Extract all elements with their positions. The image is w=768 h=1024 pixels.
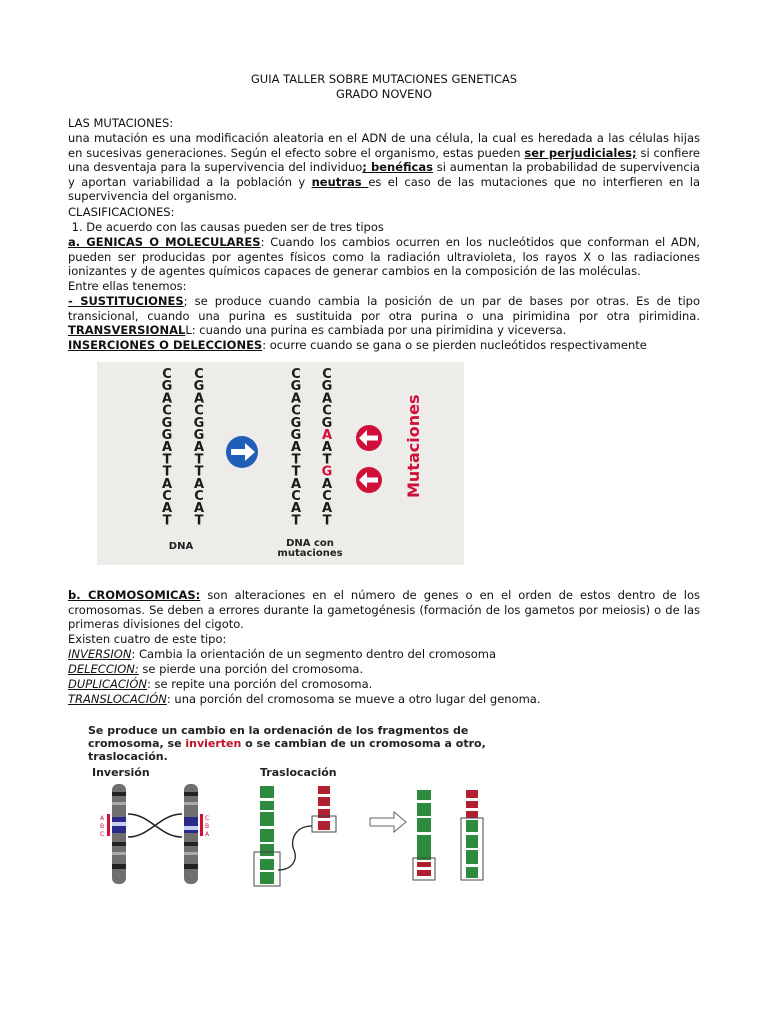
dna-mutation-figure (97, 362, 464, 565)
dna-base-letter: T (194, 464, 204, 480)
dna-base-letter: A (161, 440, 173, 456)
genicas-paragraph (68, 235, 700, 279)
dna-base-letter: A (193, 391, 205, 407)
dna-base-letter: A (161, 501, 173, 517)
blue-arrow-icon (226, 436, 258, 468)
deleccion-text: se pierde una porción del cromosoma. (138, 662, 364, 676)
dna-base-letter: A (161, 476, 173, 492)
dna-base-letter: C (162, 403, 172, 419)
inversion-chromosome-left (107, 784, 126, 884)
term-neutras: neutras (311, 174, 369, 189)
translocation-right-arrow-icon (370, 812, 406, 832)
dna-label-right-1: DNA con (286, 538, 334, 549)
inversion-line (68, 647, 700, 662)
inversion-letter: B (100, 823, 105, 830)
translocation-chromosome-red-1 (312, 786, 336, 832)
translocacion-label: TRANSLOCACIÓN (68, 692, 167, 706)
intro-text-1: una mutación es una modificación aleatoria en el ADN de una célula, la cual es heredada a las células hijas en sucesivas generaciones. Según el efecto sobre el organismo, estas pueden (68, 131, 700, 160)
dna-base-letter: G (290, 415, 302, 431)
dna-base-letter: A (290, 476, 302, 492)
dna-base-letter: T (162, 513, 172, 529)
translocation-chromosome-red-2 (461, 790, 483, 880)
inversion-label: INVERSION (68, 647, 132, 661)
transversional-label: TRANSVERSIONAL (68, 323, 186, 338)
dna-label-right-2: mutaciones (277, 548, 343, 559)
translocation-chromosome-green-1 (254, 786, 280, 886)
duplicacion-line (68, 677, 700, 692)
existen-text: Existen cuatro de este tipo: (68, 632, 227, 646)
inversion-letter: C (205, 815, 210, 822)
chromosome-caption-3: traslocación. (88, 750, 168, 763)
dna-base-letter: G (321, 464, 333, 480)
inversion-letter: C (100, 831, 105, 838)
inserciones-text: : ocurre cuando se gana o se pierden nucleótidos respectivamente (262, 338, 647, 352)
duplicacion-label: DUPLICACIÓN (68, 677, 147, 691)
dna-base-letter: C (291, 403, 301, 419)
dna-base-letter: G (161, 428, 173, 443)
dna-base-letter: C (194, 403, 204, 419)
dna-base-letter: A (321, 476, 333, 492)
caption-2c: o se cambian de un cromosoma a otro, (241, 737, 486, 750)
cromosomicas-text: son alteraciones en el número de genes o en el orden de estos dentro de los cromosomas. Se deben a errores durante la gametogénesis (formación de los gametos por meiosis) o de las primeras divisiones del cigoto. (68, 588, 700, 632)
dna-base-letter: T (194, 513, 204, 529)
label-inversion: Inversión (92, 766, 150, 779)
dna-base-letter: A (193, 440, 205, 456)
dna-base-letter: G (161, 379, 173, 395)
chromosome-figure (80, 722, 540, 892)
term-beneficas: ; benéficas (362, 160, 433, 175)
dna-base-letter: T (291, 513, 301, 529)
dna-base-letter: T (291, 464, 301, 480)
inversion-letters-right (205, 815, 210, 838)
inversion-chromosome-right (184, 784, 203, 884)
dna-base-letter: T (322, 452, 332, 468)
dna-base-letter: C (322, 403, 332, 419)
intro-text-3: si aumentan la probabilidad de supervivencia y aportan variabilidad a la población y (68, 160, 700, 189)
dna-base-letter: T (162, 452, 172, 468)
cromosomicas-label: b. CROMOSOMICAS: (68, 588, 201, 602)
dna-base-letter: A (321, 428, 333, 443)
transversional-text: L: cuando una purina es cambiada por una pirimidina y viceversa. (185, 323, 567, 338)
dna-base-letter: T (194, 452, 204, 468)
inserciones-label: INSERCIONES O DELECCIONES (68, 338, 263, 352)
document-subtitle: GRADO NOVENO (335, 87, 433, 101)
sustituciones-paragraph (68, 294, 700, 338)
sustituciones-label: - SUSTITUCIONES (68, 294, 184, 308)
dna-base-letter: C (194, 489, 204, 504)
dna-base-letter: G (321, 415, 333, 431)
dna-base-letter: A (321, 391, 333, 407)
translocation-arrow-2 (278, 850, 295, 870)
dna-label-left: DNA (168, 541, 194, 552)
dna-base-letter: G (161, 415, 173, 431)
red-arrow-icon-1 (356, 425, 382, 451)
translocacion-text: : una porción del cromosoma se mueve a otro lugar del genoma. (166, 692, 541, 706)
dna-base-letter: C (162, 367, 172, 382)
chromosome-figure-svg (80, 722, 540, 892)
deleccion-label: DELECCION: (68, 662, 139, 676)
inversion-letter: A (100, 815, 105, 822)
intro-paragraph (68, 131, 700, 204)
dna-base-letter: C (322, 489, 332, 504)
genicas-label: a. GENICAS O MOLECULARES (68, 235, 261, 249)
dna-base-letter: T (291, 452, 301, 468)
intro-text-4: es el caso de las mutaciones que no interfieren en la supervivencia del organismo. (68, 174, 700, 204)
dna-base-letter: C (322, 367, 332, 382)
document-title: GUIA TALLER SOBRE MUTACIONES GENETICAS (250, 72, 518, 86)
dna-base-letter: G (193, 379, 205, 395)
inversion-letter: A (205, 831, 210, 838)
dna-base-letter: A (161, 391, 173, 407)
duplicacion-text: : se repite una porción del cromosoma. (146, 677, 373, 691)
chromosome-caption-2 (88, 737, 486, 750)
red-arrow-icon-2 (356, 467, 382, 493)
dna-base-letter: T (322, 513, 332, 529)
dna-base-letter: G (193, 415, 205, 431)
translocation-arrow-1 (293, 826, 312, 850)
dna-base-letter: A (290, 440, 302, 456)
dna-base-letter: C (194, 367, 204, 382)
dna-base-letter: A (290, 391, 302, 407)
inserciones-paragraph (68, 338, 700, 353)
dna-figure-svg (97, 362, 464, 565)
translocacion-line (68, 692, 700, 707)
inversion-letters-left (100, 815, 105, 838)
dna-base-letter: T (162, 464, 172, 480)
intro-text-2: si confiere una desventaja para la supervivencia del individuo (68, 145, 700, 175)
genicas-text: : Cuando los cambios ocurren en los nucleótidos que conforman el ADN, pueden ser producidas por agentes físicos como la radiación ultravioleta, los rayos X o las radiaciones ionizantes y de agentes químicos capaces de generar cambios en la composición de las moléculas. (68, 235, 701, 279)
mutaciones-vertical-label: Mutaciones (404, 394, 423, 498)
dna-base-letter: G (321, 379, 333, 395)
cromosomicas-paragraph (68, 588, 700, 632)
dna-base-letter: G (290, 379, 302, 395)
label-traslocacion: Traslocación (260, 766, 337, 779)
dna-base-letter: C (291, 367, 301, 382)
dna-base-letter: G (193, 428, 205, 443)
chromosome-caption-1: Se produce un cambio en la ordenación de los fragmentos de (88, 724, 469, 737)
clasificacion-item-1: 1. De acuerdo con las causas pueden ser de tres tipos (68, 220, 384, 234)
dna-base-letter: C (291, 489, 301, 504)
deleccion-line (68, 662, 700, 677)
clasificaciones-heading: CLASIFICACIONES: (68, 205, 175, 219)
dna-base-letter: A (193, 501, 205, 517)
dna-base-letter: G (290, 428, 302, 443)
caption-2a: cromosoma, se (88, 737, 186, 750)
inversion-letter: B (205, 823, 210, 830)
section-mutaciones-heading: LAS MUTACIONES: (68, 116, 174, 130)
inversion-text: : Cambia la orientación de un segmento dentro del cromosoma (131, 647, 497, 661)
dna-base-letter: A (321, 501, 333, 517)
dna-base-letter: A (193, 476, 205, 492)
sustituciones-text: ; se produce cuando cambia la posición de un par de bases por otras. Es de tipo transicional, cuando una purina es sustituida por otra purina o una pirimidina por otra pirimidina. (68, 294, 700, 323)
term-perjudiciales: ser perjudiciales; (524, 145, 637, 160)
dna-base-letter: A (290, 501, 302, 517)
dna-base-letter: A (321, 440, 333, 456)
caption-2b: invierten (185, 737, 242, 750)
inversion-swap-curve-2 (128, 814, 182, 837)
translocation-chromosome-green-2 (413, 790, 435, 880)
entre-ellas-text: Entre ellas tenemos: (68, 279, 187, 293)
dna-base-letter: C (162, 489, 172, 504)
